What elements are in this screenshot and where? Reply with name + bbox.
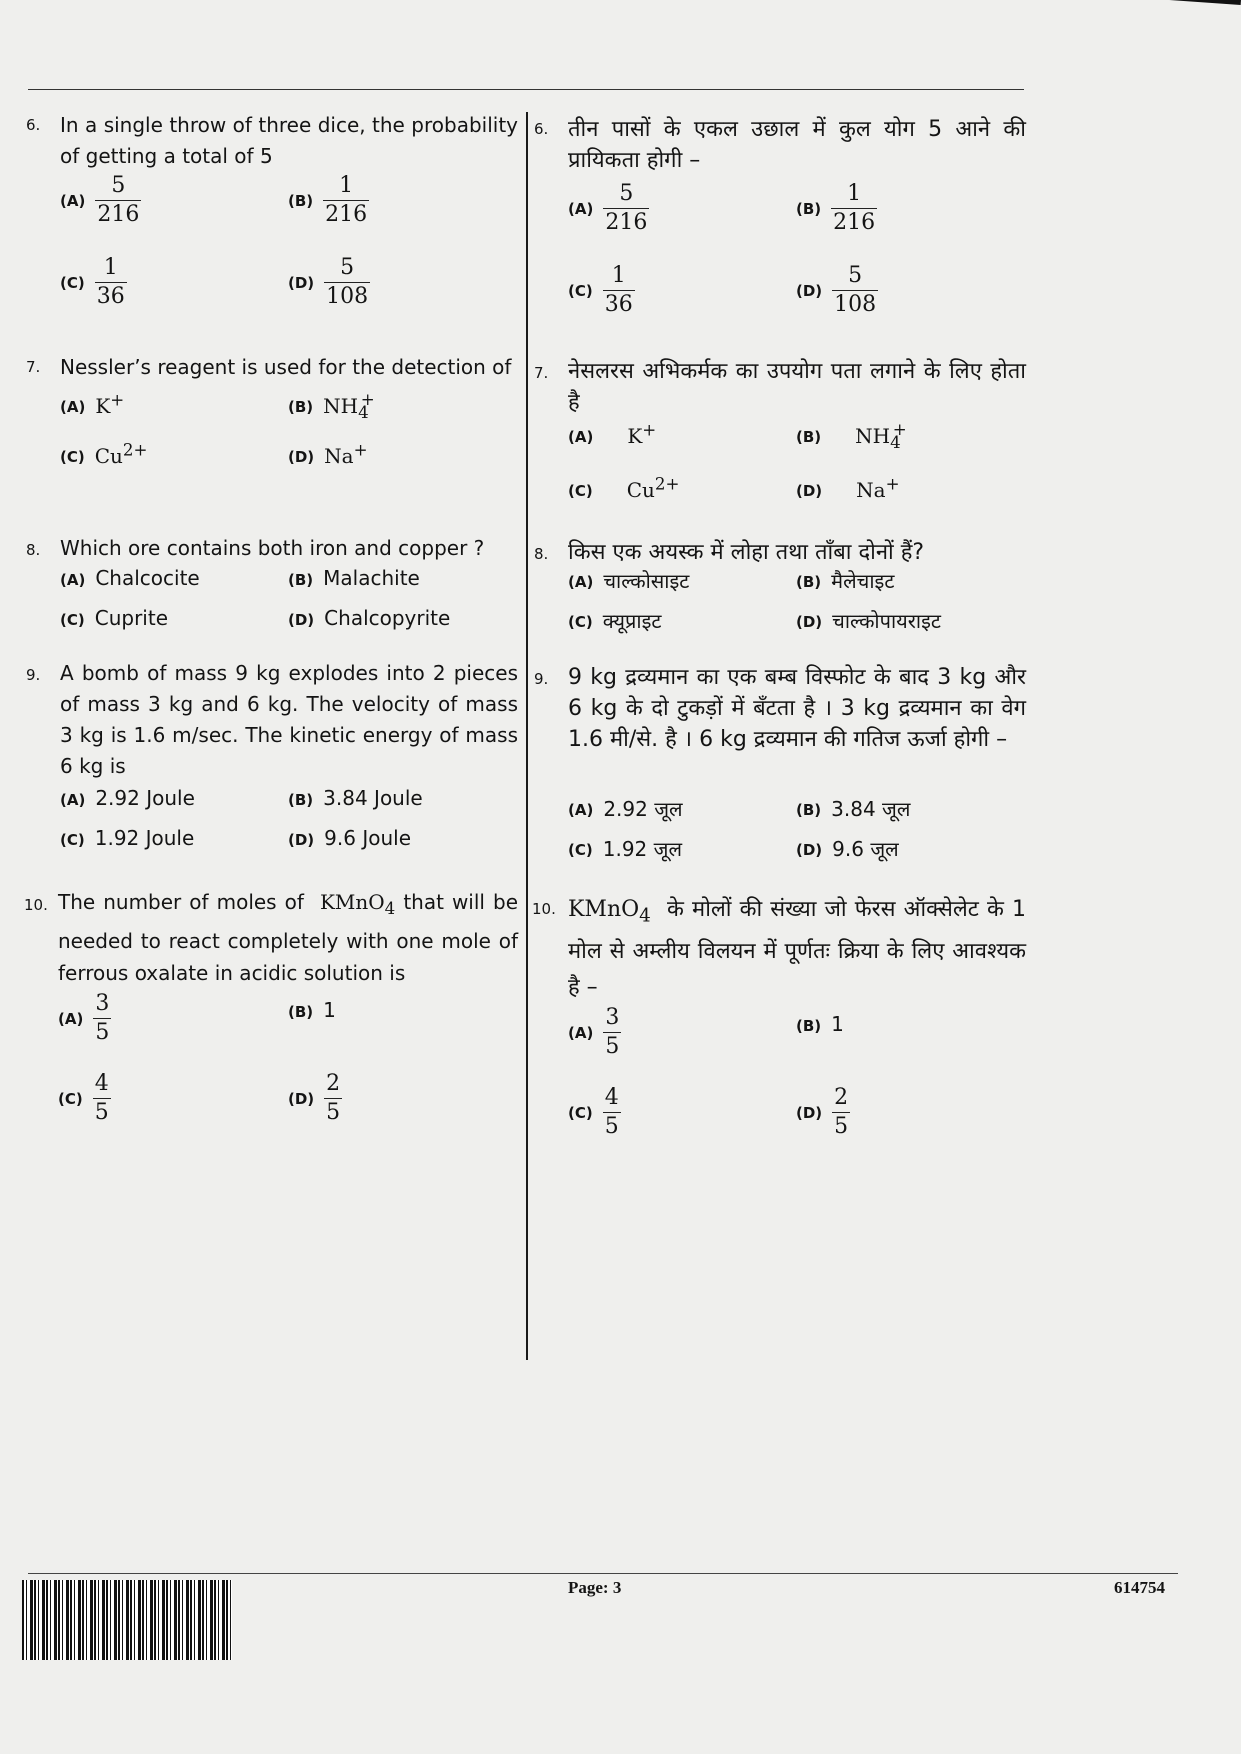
- charge: +: [360, 390, 375, 409]
- option-label: (C): [568, 281, 593, 300]
- question-number: 8.: [534, 545, 549, 563]
- question-number: 9.: [26, 666, 41, 684]
- fraction: [603, 1084, 621, 1141]
- option-c[interactable]: [568, 262, 635, 319]
- option-c[interactable]: [60, 826, 194, 850]
- option-d[interactable]: [796, 1084, 850, 1141]
- option-b[interactable]: [796, 1012, 844, 1036]
- option-text: चाल्कोपायराइट: [832, 609, 942, 633]
- numerator: 1: [103, 255, 118, 280]
- question-text: [568, 892, 1026, 1006]
- option-c[interactable]: [58, 1070, 111, 1127]
- option-text: 2.92 जूल: [603, 797, 683, 821]
- question-text: 9 kg द्रव्यमान का एक बम्ब विस्फोट के बाद 3 kg और 6 kg के दो टुकड़ों में बँटता है । 3 kg द्रव्यमान का वेग 1.6 मी/से. है । 6 kg द्रव्यमान की गतिज ऊर्जा होगी –: [568, 665, 1026, 752]
- option-d[interactable]: [288, 254, 370, 311]
- numerator: 5: [340, 255, 355, 280]
- option-b[interactable]: [288, 172, 369, 229]
- charge: 2+: [122, 440, 148, 459]
- option-label: (D): [288, 1089, 315, 1108]
- option-label: (B): [796, 801, 822, 819]
- denominator: 216: [325, 202, 368, 227]
- option-b[interactable]: [288, 998, 336, 1022]
- charge: +: [353, 440, 368, 459]
- option-label: (A): [568, 199, 594, 218]
- option-b[interactable]: [796, 420, 907, 452]
- option-label: (D): [796, 281, 823, 300]
- option-label: (A): [568, 801, 594, 819]
- option-text: Malachite: [323, 566, 420, 590]
- option-c[interactable]: [568, 474, 679, 502]
- fraction: [603, 180, 649, 237]
- option-a[interactable]: [58, 990, 111, 1047]
- question-number: 7.: [534, 364, 549, 382]
- denominator: 36: [604, 292, 633, 317]
- denominator: 5: [94, 1100, 109, 1125]
- option-a[interactable]: [60, 786, 195, 810]
- formula-base: Na: [324, 443, 354, 468]
- option-text: मैलेचाइट: [831, 569, 895, 593]
- fraction: [324, 1070, 342, 1127]
- option-text: 3.84 जूल: [831, 797, 911, 821]
- option-label: (D): [796, 841, 823, 859]
- option-b[interactable]: [796, 180, 877, 237]
- denominator: 5: [326, 1100, 341, 1125]
- option-b[interactable]: [796, 566, 894, 598]
- subscript: 4: [384, 899, 396, 918]
- option-text: 1.92 जूल: [602, 837, 683, 861]
- option-label: (B): [288, 191, 314, 210]
- numerator: 4: [94, 1071, 109, 1096]
- option-text: क्यूप्राइट: [602, 609, 662, 633]
- option-label: (B): [288, 790, 314, 809]
- option-d[interactable]: [796, 474, 900, 502]
- subscript: 4: [358, 402, 369, 422]
- option-d[interactable]: [288, 606, 450, 630]
- chemical-formula: [319, 890, 396, 918]
- fraction: [831, 180, 877, 237]
- formula-base: NH: [323, 393, 359, 418]
- formula-base: KMnO: [319, 890, 385, 914]
- fraction: [95, 172, 141, 229]
- question-text: तीन पासों के एकल उछाल में कुल योग 5 आने की प्रायिकता होगी –: [568, 117, 1026, 173]
- numerator: 1: [611, 263, 626, 288]
- ion-formula: [323, 390, 375, 422]
- numerator: 5: [848, 263, 863, 288]
- question-text: [58, 886, 518, 989]
- option-text: 1: [323, 998, 336, 1022]
- option-d[interactable]: [288, 1070, 342, 1127]
- denominator: 108: [834, 292, 877, 317]
- option-label: (C): [60, 448, 85, 467]
- option-label: (B): [288, 398, 314, 417]
- option-c[interactable]: [568, 834, 682, 866]
- option-label: (C): [568, 482, 593, 501]
- option-label: (C): [568, 613, 593, 631]
- denominator: 36: [96, 284, 125, 309]
- option-label: (A): [58, 1009, 84, 1028]
- option-text: Chalcopyrite: [324, 606, 451, 630]
- numerator: 3: [95, 991, 110, 1016]
- question-text: A bomb of mass 9 kg explodes into 2 pieces of mass 3 kg and 6 kg. The velocity of mass 3 kg is 1.6 m/sec. The kinetic energy of mass 6 kg is: [60, 661, 518, 778]
- question-number: 10.: [532, 900, 556, 918]
- formula-base: NH: [855, 423, 891, 448]
- option-label: (C): [60, 610, 85, 629]
- option-label: (D): [288, 273, 315, 292]
- option-text: Cuprite: [94, 606, 168, 630]
- question-text: In a single throw of three dice, the probability of getting a total of 5: [60, 113, 518, 168]
- option-a[interactable]: [568, 180, 649, 237]
- option-a[interactable]: [568, 566, 689, 598]
- charge: +: [642, 420, 657, 439]
- subscript: 4: [639, 905, 651, 927]
- question-number: 8.: [26, 541, 41, 559]
- barcode-icon: [22, 1580, 232, 1660]
- page-number: Page: 3: [568, 1578, 622, 1597]
- formula-base: KMnO: [568, 897, 640, 922]
- formula-base: Cu: [626, 477, 655, 502]
- option-label: (A): [60, 790, 86, 809]
- option-text: Chalcocite: [95, 566, 200, 590]
- option-text: 9.6 Joule: [324, 826, 412, 850]
- question-number: 10.: [24, 896, 48, 914]
- question-text-post: that will be needed to react completely with one mole of ferrous oxalate in acidic solution is: [58, 890, 519, 985]
- denominator: 108: [326, 284, 369, 309]
- numerator: 4: [604, 1085, 619, 1110]
- fraction: [603, 262, 635, 319]
- option-d[interactable]: [288, 440, 368, 468]
- option-c[interactable]: [568, 606, 662, 638]
- option-label: (A): [568, 1023, 594, 1042]
- option-c[interactable]: [60, 440, 147, 468]
- numerator: 1: [847, 181, 862, 206]
- option-text: 1: [831, 1012, 844, 1036]
- formula-base: Cu: [94, 443, 123, 468]
- question-text: Which ore contains both iron and copper ?: [60, 536, 485, 560]
- option-label: (B): [796, 573, 822, 591]
- fraction: [324, 254, 370, 311]
- option-a[interactable]: [568, 420, 656, 448]
- option-d[interactable]: [288, 826, 411, 850]
- fraction: [93, 990, 111, 1047]
- option-a[interactable]: [568, 794, 683, 826]
- option-text: 2.92 Joule: [95, 786, 195, 810]
- numerator: 5: [619, 181, 634, 206]
- denominator: 5: [834, 1114, 849, 1139]
- option-b[interactable]: [288, 566, 420, 590]
- numerator: 5: [111, 173, 126, 198]
- footer-rule: [28, 1573, 1178, 1574]
- option-b[interactable]: [796, 794, 910, 826]
- option-c[interactable]: [568, 1084, 621, 1141]
- ion-formula: [324, 440, 368, 468]
- ion-formula: [627, 420, 657, 448]
- option-b[interactable]: [288, 390, 375, 422]
- option-label: (C): [58, 1089, 83, 1108]
- chemical-formula: [568, 897, 651, 927]
- fraction: [93, 1070, 111, 1127]
- option-label: (D): [288, 830, 315, 849]
- numerator: 3: [605, 1005, 620, 1030]
- option-label: (B): [796, 428, 822, 447]
- question-text: किस एक अयस्क में लोहा तथा ताँबा दोनों हैं?: [568, 540, 925, 565]
- question-number: 6.: [534, 120, 549, 138]
- option-b[interactable]: [288, 786, 423, 810]
- formula-base: K: [95, 393, 111, 418]
- fraction: [832, 262, 878, 319]
- question-text-post: के मोलों की संख्या जो फेरस ऑक्सेलेट के 1 मोल से अम्लीय विलयन में पूर्णतः क्रिया के लिए आवश्यक है –: [568, 897, 1026, 1001]
- option-label: (D): [288, 610, 315, 629]
- denominator: 216: [605, 210, 648, 235]
- option-label: (B): [288, 1002, 314, 1021]
- denominator: 5: [605, 1034, 620, 1059]
- fraction: [323, 172, 369, 229]
- numerator: 1: [339, 173, 354, 198]
- charge: +: [110, 390, 125, 409]
- question-text: नेसलरस अभिकर्मक का उपयोग पता लगाने के लिए होता है: [568, 359, 1026, 415]
- option-label: (B): [796, 1016, 822, 1035]
- option-label: (D): [796, 613, 823, 631]
- option-text: 9.6 जूल: [832, 837, 899, 861]
- option-a[interactable]: [60, 566, 200, 590]
- option-label: (C): [568, 1103, 593, 1122]
- fraction: [95, 254, 127, 311]
- ion-formula: [856, 474, 900, 502]
- option-label: (A): [568, 573, 594, 591]
- column-divider: [526, 112, 528, 1360]
- header-rule: [28, 89, 1024, 90]
- ion-formula: [626, 474, 680, 502]
- option-label: (A): [60, 570, 86, 589]
- question-text: Nessler’s reagent is used for the detection of: [60, 355, 512, 379]
- option-a[interactable]: [568, 1004, 621, 1061]
- option-label: (C): [568, 841, 593, 859]
- option-c[interactable]: [60, 606, 168, 630]
- option-label: (C): [60, 830, 85, 849]
- option-label: (D): [796, 1103, 823, 1122]
- option-text: 3.84 Joule: [323, 786, 423, 810]
- question-text-pre: The number of moles of: [58, 890, 304, 914]
- ion-formula: [95, 390, 125, 418]
- formula-base: Na: [856, 477, 886, 502]
- page-corner-mark: [1159, 0, 1241, 35]
- option-label: (A): [568, 428, 594, 447]
- option-label: (B): [796, 199, 822, 218]
- paper-code: 614754: [1114, 1578, 1165, 1597]
- option-text: 1.92 Joule: [94, 826, 195, 850]
- option-label: (C): [60, 273, 85, 292]
- charge: +: [892, 420, 907, 439]
- denominator: 216: [833, 210, 876, 235]
- ion-formula: [855, 420, 907, 452]
- option-text: चाल्कोसाइट: [603, 569, 690, 593]
- charge: 2+: [654, 474, 680, 493]
- fraction: [603, 1004, 621, 1061]
- question-number: 6.: [26, 116, 41, 134]
- ion-formula: [94, 440, 148, 468]
- option-label: (A): [60, 398, 86, 417]
- question-number: 9.: [534, 670, 549, 688]
- denominator: 216: [97, 202, 140, 227]
- numerator: 2: [834, 1085, 849, 1110]
- option-a[interactable]: [60, 390, 124, 418]
- question-number: 7.: [26, 358, 41, 376]
- option-label: (A): [60, 191, 86, 210]
- subscript: 4: [890, 432, 901, 452]
- option-d[interactable]: [796, 834, 899, 866]
- formula-base: K: [627, 423, 643, 448]
- denominator: 5: [604, 1114, 619, 1139]
- option-label: (B): [288, 570, 314, 589]
- option-label: (D): [796, 482, 823, 501]
- option-d[interactable]: [796, 262, 878, 319]
- option-label: (D): [288, 448, 315, 467]
- option-c[interactable]: [60, 254, 127, 311]
- option-d[interactable]: [796, 606, 941, 638]
- fraction: [832, 1084, 850, 1141]
- charge: +: [885, 474, 900, 493]
- numerator: 2: [326, 1071, 341, 1096]
- denominator: 5: [95, 1020, 110, 1045]
- option-a[interactable]: [60, 172, 141, 229]
